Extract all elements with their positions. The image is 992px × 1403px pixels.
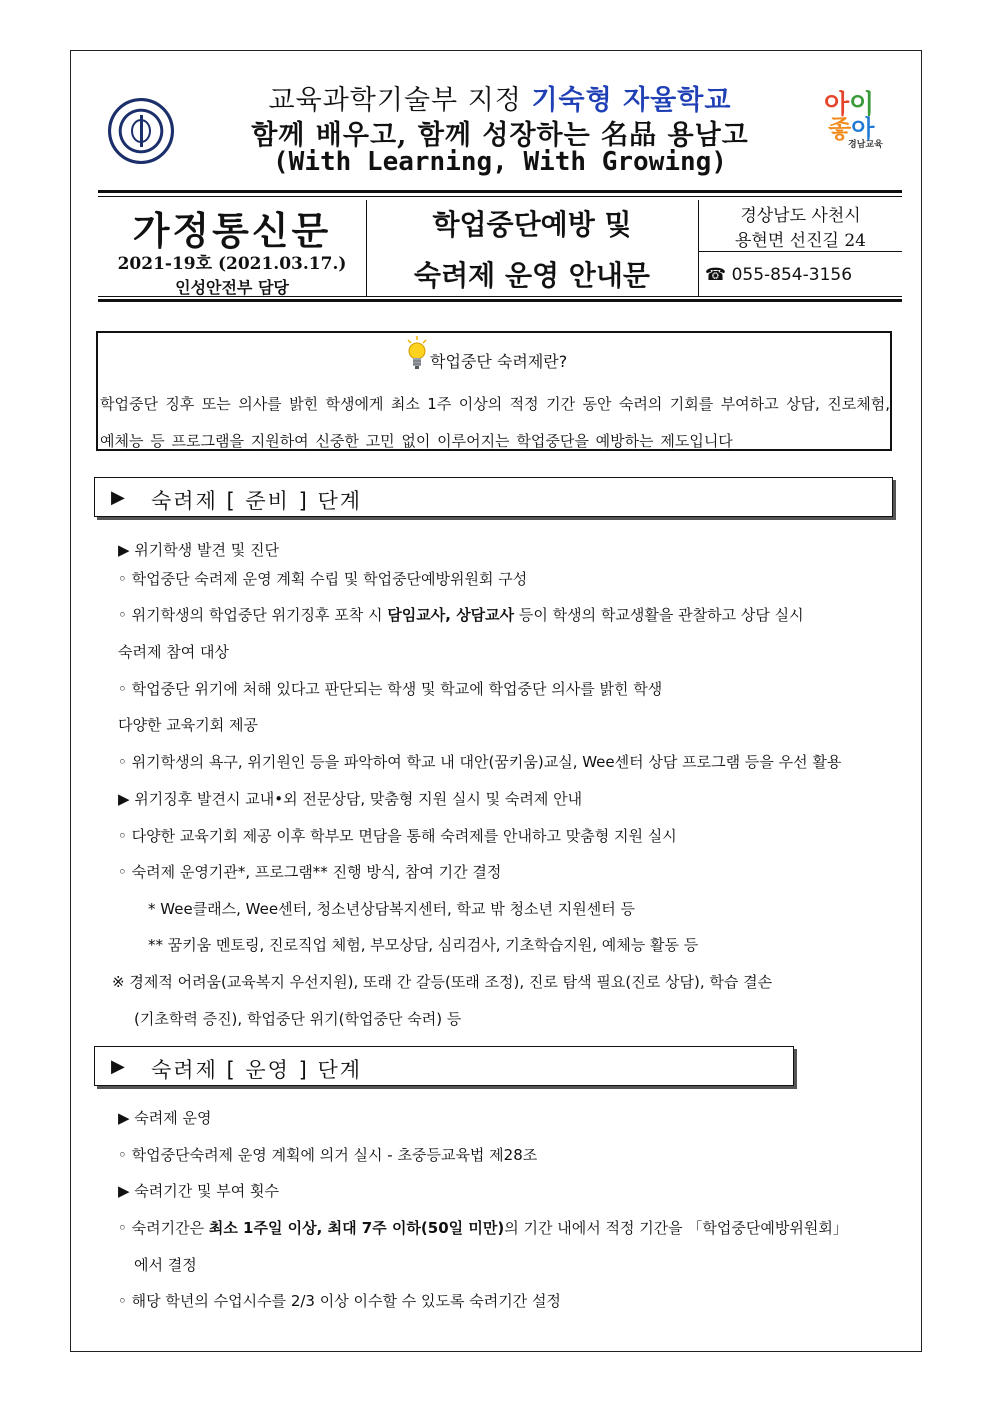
section-preparation-title: 숙려제 [ 준비 ] 단계 bbox=[151, 489, 363, 513]
school-logo-bar bbox=[140, 115, 143, 147]
header-slogan: 함께 배우고, 함께 성장하는 名品 용남고 bbox=[251, 120, 749, 151]
prep-item: ◦ 숙려제 운영기관*, 프로그램** 진행 방식, 참여 기간 결정 bbox=[118, 863, 502, 881]
prep-footnote-1: * Wee클래스, Wee센터, 청소년상담복지센터, 학교 밖 청소년 지원센터 등 bbox=[148, 900, 636, 918]
prep-item: ◦ 다양한 교육기회 제공 이후 학부모 면담을 통해 숙려제를 안내하고 맞춤형 지원 실시 bbox=[118, 827, 677, 845]
definition-body: 학업중단 징후 또는 의사를 밝힌 학생에게 최소 1주 이상의 적정 기간 동안 숙려의 기회를 부여하고 상담, 진로체험, 예체능 등 프로그램을 지원하여 신중한 고민 없이 이루어지는 학업중단을 예방하는 제도입니다 bbox=[100, 395, 890, 450]
header-designation-prefix: 교육과학기술부 지정 bbox=[268, 85, 532, 116]
prep-heading-1: ▶ 위기학생 발견 및 진단 bbox=[118, 541, 280, 559]
op-item-cont: 에서 결정 bbox=[134, 1256, 197, 1274]
op-item-part: ◦ 숙려기간은 bbox=[118, 1219, 209, 1237]
edu-logo-char3: 좋 bbox=[828, 115, 852, 143]
gyeongnam-education-logo bbox=[818, 82, 890, 152]
header-slogan-english: (With Learning, With Growing) bbox=[273, 147, 727, 177]
header-designation bbox=[180, 78, 820, 117]
address-line-2: 용현면 선진길 24 bbox=[735, 231, 866, 251]
title-top-rule-thin bbox=[98, 196, 902, 197]
op-item-period bbox=[118, 1217, 848, 1238]
issue-number: 2021-19호 (2021.03.17.) bbox=[117, 254, 347, 274]
school-logo bbox=[108, 98, 174, 164]
prep-item: ◦ 위기학생의 욕구, 위기원인 등을 파악하여 학교 내 대안(꿈키움)교실, Wee센터 상담 프로그램 등을 우선 활용 bbox=[118, 753, 842, 771]
prep-item-part: ◦ 위기학생의 학업중단 위기징후 포착 시 bbox=[118, 606, 388, 624]
prep-item: ◦ 학업중단 위기에 처해 있다고 판단되는 학생 및 학교에 학업중단 의사를 밝힌 학생 bbox=[118, 680, 663, 698]
lightbulb-icon bbox=[406, 336, 428, 372]
phone-icon: ☎ bbox=[705, 265, 727, 285]
prep-item-emphasis: 담임교사, 상담교사 bbox=[387, 606, 515, 624]
prep-item-part: 등이 학생의 학교생활을 관찰하고 상담 실시 bbox=[514, 606, 804, 624]
section-preparation-header bbox=[94, 477, 893, 517]
phone-row bbox=[705, 265, 900, 285]
edu-logo-char1: 아 bbox=[824, 90, 850, 120]
prep-item-observation bbox=[118, 604, 804, 625]
address-line-1: 경상남도 사천시 bbox=[740, 206, 861, 226]
subject-line-2: 숙려제 운영 안내문 bbox=[414, 259, 650, 292]
definition-title: 학업중단 숙려제란? bbox=[430, 352, 568, 371]
prep-footnote-2: ** 꿈키움 멘토링, 진로직업 체험, 부모상담, 심리검사, 기초학습지원, 예체능 활동 등 bbox=[148, 936, 699, 954]
edu-logo-char4: 아 bbox=[851, 115, 875, 143]
prep-note: ※ 경제적 어려움(교육복지 우선지원), 또래 간 갈등(또래 조정), 진로 탐색 필요(진로 상담), 학습 결손 bbox=[112, 973, 773, 991]
edu-logo-char2: 이 bbox=[849, 90, 875, 120]
op-item-emphasis: 최소 1주일 이상, 최대 7주 이하(50일 미만) bbox=[208, 1219, 505, 1237]
prep-item: ◦ 학업중단 숙려제 운영 계획 수립 및 학업중단예방위원회 구성 bbox=[118, 570, 528, 588]
prep-heading-2: ▶ 위기징후 발견시 교내•외 전문상담, 맞춤형 지원 실시 및 숙려제 안내 bbox=[118, 790, 583, 808]
prep-note-cont: (기초학력 증진), 학업중단 위기(학업중단 숙려) 등 bbox=[134, 1010, 462, 1028]
title-bottom-rule-thick bbox=[98, 299, 902, 302]
play-triangle-icon: ▶ bbox=[111, 1056, 125, 1077]
header-designation-accent: 기숙형 자율학교 bbox=[531, 85, 732, 116]
title-top-rule-thick bbox=[98, 190, 902, 193]
op-heading-2: ▶ 숙려기간 및 부여 횟수 bbox=[118, 1182, 280, 1200]
play-triangle-icon: ▶ bbox=[111, 487, 125, 508]
newsletter-title: 가정통신문 bbox=[132, 208, 332, 253]
phone-number: 055-854-3156 bbox=[731, 265, 853, 285]
op-item-part: 의 기간 내에서 적정 기간을 「학업중단예방위원회」 bbox=[504, 1219, 848, 1237]
prep-subheading: 다양한 교육기회 제공 bbox=[118, 716, 258, 734]
op-heading-1: ▶ 숙려제 운영 bbox=[118, 1109, 212, 1127]
edu-logo-caption: 경남교육 bbox=[848, 140, 883, 150]
op-item: ◦ 학업중단숙려제 운영 계획에 의거 실시 - 초중등교육법 제28조 bbox=[118, 1146, 538, 1164]
subject-line-1: 학업중단예방 및 bbox=[432, 208, 632, 241]
department: 인성안전부 담당 bbox=[175, 278, 289, 297]
op-item: ◦ 해당 학년의 수업시수를 2/3 이상 이수할 수 있도록 숙려기간 설정 bbox=[118, 1292, 561, 1310]
address-separator bbox=[699, 251, 902, 252]
section-operation-header bbox=[94, 1046, 794, 1086]
prep-subheading: 숙려제 참여 대상 bbox=[118, 643, 229, 661]
section-operation-title: 숙려제 [ 운영 ] 단계 bbox=[151, 1058, 363, 1082]
